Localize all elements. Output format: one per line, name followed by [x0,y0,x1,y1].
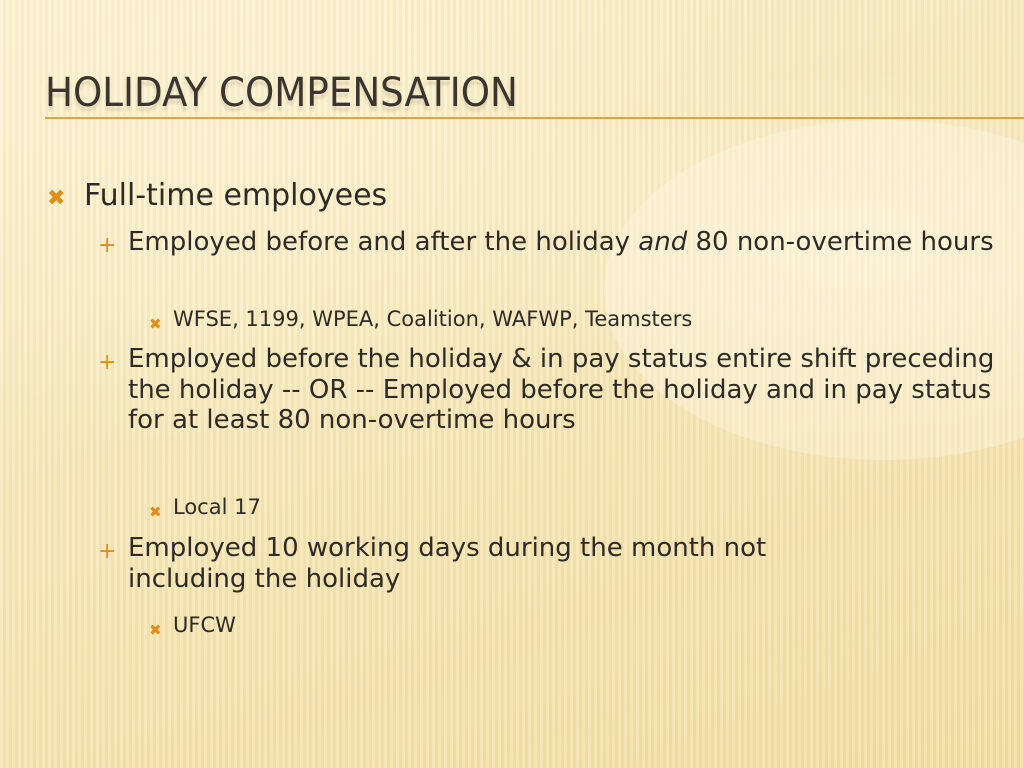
bullet-level2-item-1 [128,227,1008,258]
bullet-level1-text: Full-time employees [84,178,388,213]
x-mark-icon: ✖ [149,315,162,333]
bullet-text-before: Employed before and after the holiday [128,227,639,257]
bullet-level3-item-1: WFSE, 1199, WPEA, Coalition, WAFWP, Teamsters [173,307,693,331]
bullet-level3-item-2: Local 17 [173,495,261,519]
emphasis-text: and [638,227,688,257]
x-mark-icon: ✖ [47,186,66,211]
x-mark-icon: ✖ [149,503,162,521]
bullet-level2-item-2: Employed before the holiday & in pay status entire shift preceding the holiday -- OR -- Employed before the holiday and in pay status for at least 80 non-overtime hours [128,344,995,436]
plus-icon: + [98,350,117,375]
bullet-level3-item-3: UFCW [173,613,236,637]
slide-title: HOLIDAY COMPENSATION [45,70,518,116]
plus-icon: + [98,233,117,258]
bullet-text-after: 80 non-overtime hours [687,227,994,257]
bullet-level2-item-3: Employed 10 working days during the month not including the holiday [128,533,767,594]
x-mark-icon: ✖ [149,621,162,639]
plus-icon: + [98,539,117,564]
